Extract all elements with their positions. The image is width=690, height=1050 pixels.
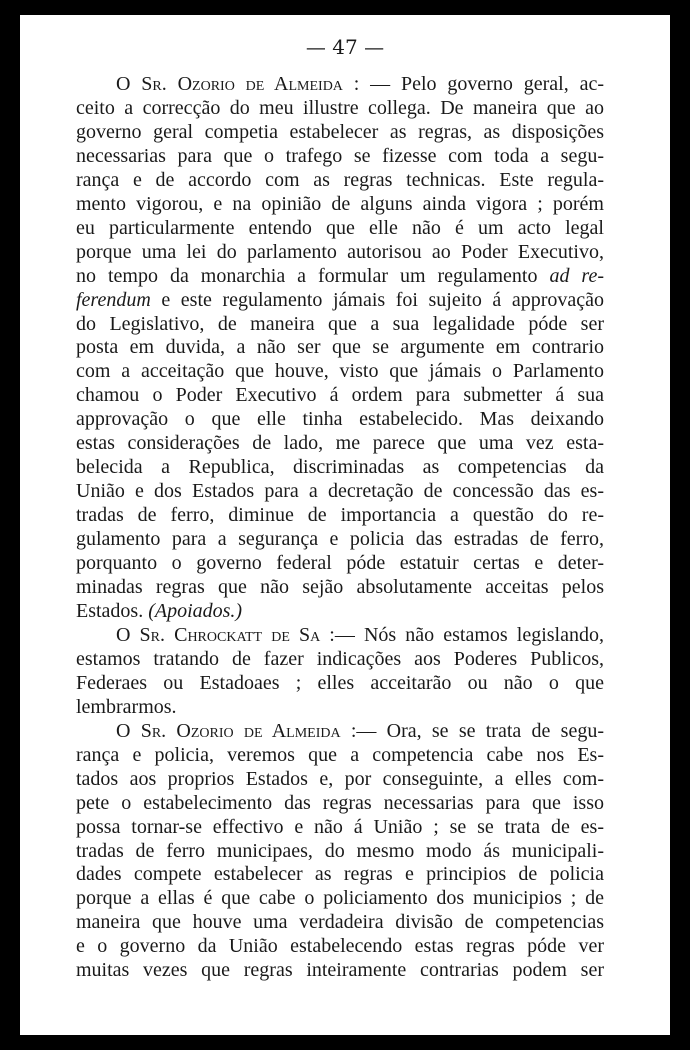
text-line: governo geral competia estabelecer as regras, as disposições [76,120,604,143]
interjection: (Apoiados.) [148,599,243,622]
speaker-name: O Sr. Chrockatt de Sa : [116,623,335,646]
latin-term: ferendum [76,288,151,311]
text-line: Estados. (Apoiados.) [76,599,243,622]
text-line: belecida a Republica, discriminadas as competencias da [76,456,604,479]
text-line: tradas de ferro, diminue de importancia a questão do re- [76,504,604,527]
text-line: rança e de accordo com as regras technicas. Este regula- [76,168,604,191]
text-line: ferendum e este regulamento jámais foi sujeito á approvação [76,288,604,311]
text-line: approvação o que elle tinha estabelecido. Mas deixando [76,408,604,431]
text-line: ceito a correcção do meu illustre collega. De maneira que ao [76,96,604,119]
text-line: eu particularmente entendo que elle não é um acto legal [76,216,604,239]
latin-term: ad re- [549,264,605,287]
text-line: no tempo da monarchia a formular um regulamento ad re- [76,264,605,287]
text-line: O Sr. Chrockatt de Sa :— Nós não estamos legislando, [116,623,604,646]
text-line: gulamento para a segurança e policia das estradas de ferro, [76,528,604,551]
text-line: chamou o Poder Executivo á ordem para submetter á sua [76,384,604,407]
text-line: tados aos proprios Estados e, por conseguinte, a elles com- [76,767,604,790]
text-line: lembrarmos. [76,695,177,718]
text-line: minadas regras que não sejão absolutamente acceitas pelos [76,576,604,599]
text-line: dades compete estabelecer as regras e principios de policia [76,863,604,886]
text-line: e o governo da União estabelecendo estas regras póde ver [76,935,604,958]
text-line: porque uma lei do parlamento autorisou ao Poder Executivo, [76,240,604,263]
text-line: porquanto o governo federal póde estatuir certas e deter- [76,552,604,575]
speaker-name: O Sr. Ozorio de Almeida : [116,719,357,742]
text-line: mento vigorou, e na opinião de alguns ainda vigora ; porém [76,192,604,215]
text-line: posta em duvida, a não ser que se argumente em contrario [76,336,604,359]
text-line: com a acceitação que houve, visto que jámais o Parlamento [76,360,604,383]
text-line: rança e policia, veremos que a competencia cabe nos Es- [76,743,604,766]
page-number: — 47 — [305,35,385,59]
text-line: estas considerações de lado, me parece que uma vez esta- [76,432,604,455]
text-line: do Legislativo, de maneira que a sua legalidade póde ser [76,312,604,335]
text-line: O Sr. Ozorio de Almeida : — Pelo governo geral, ac- [116,73,604,95]
text-line: maneira que houve uma verdadeira divisão de competencias [76,911,604,934]
text-line: estamos tratando de fazer indicações aos Poderes Publicos, [76,647,604,670]
text-line: Federaes ou Estadoaes ; elles acceitarão ou não o que [76,671,604,694]
body-text [76,73,604,983]
text-line: O Sr. Ozorio de Almeida :— Ora, se se trata de segu- [116,719,604,742]
book-page [20,15,670,1035]
speaker-name: O Sr. Ozorio de Almeida : [116,73,360,95]
text-line: tradas de ferro municipaes, do mesmo modo ás municipali- [76,839,604,862]
text-line: possa tornar-se effectivo e não á União ; se se trata de es- [76,815,604,838]
text-line: porque a ellas é que cabe o policiamento dos municipios ; de [76,887,604,910]
text-line: necessarias para que o trafego se fizesse com toda a segu- [76,144,604,167]
text-line: pete o estabelecimento das regras necessarias para que isso [76,791,604,814]
text-line: muitas vezes que regras inteiramente contrarias podem ser [76,959,604,982]
text-line: União e dos Estados para a decretação de concessão das es- [76,480,604,503]
